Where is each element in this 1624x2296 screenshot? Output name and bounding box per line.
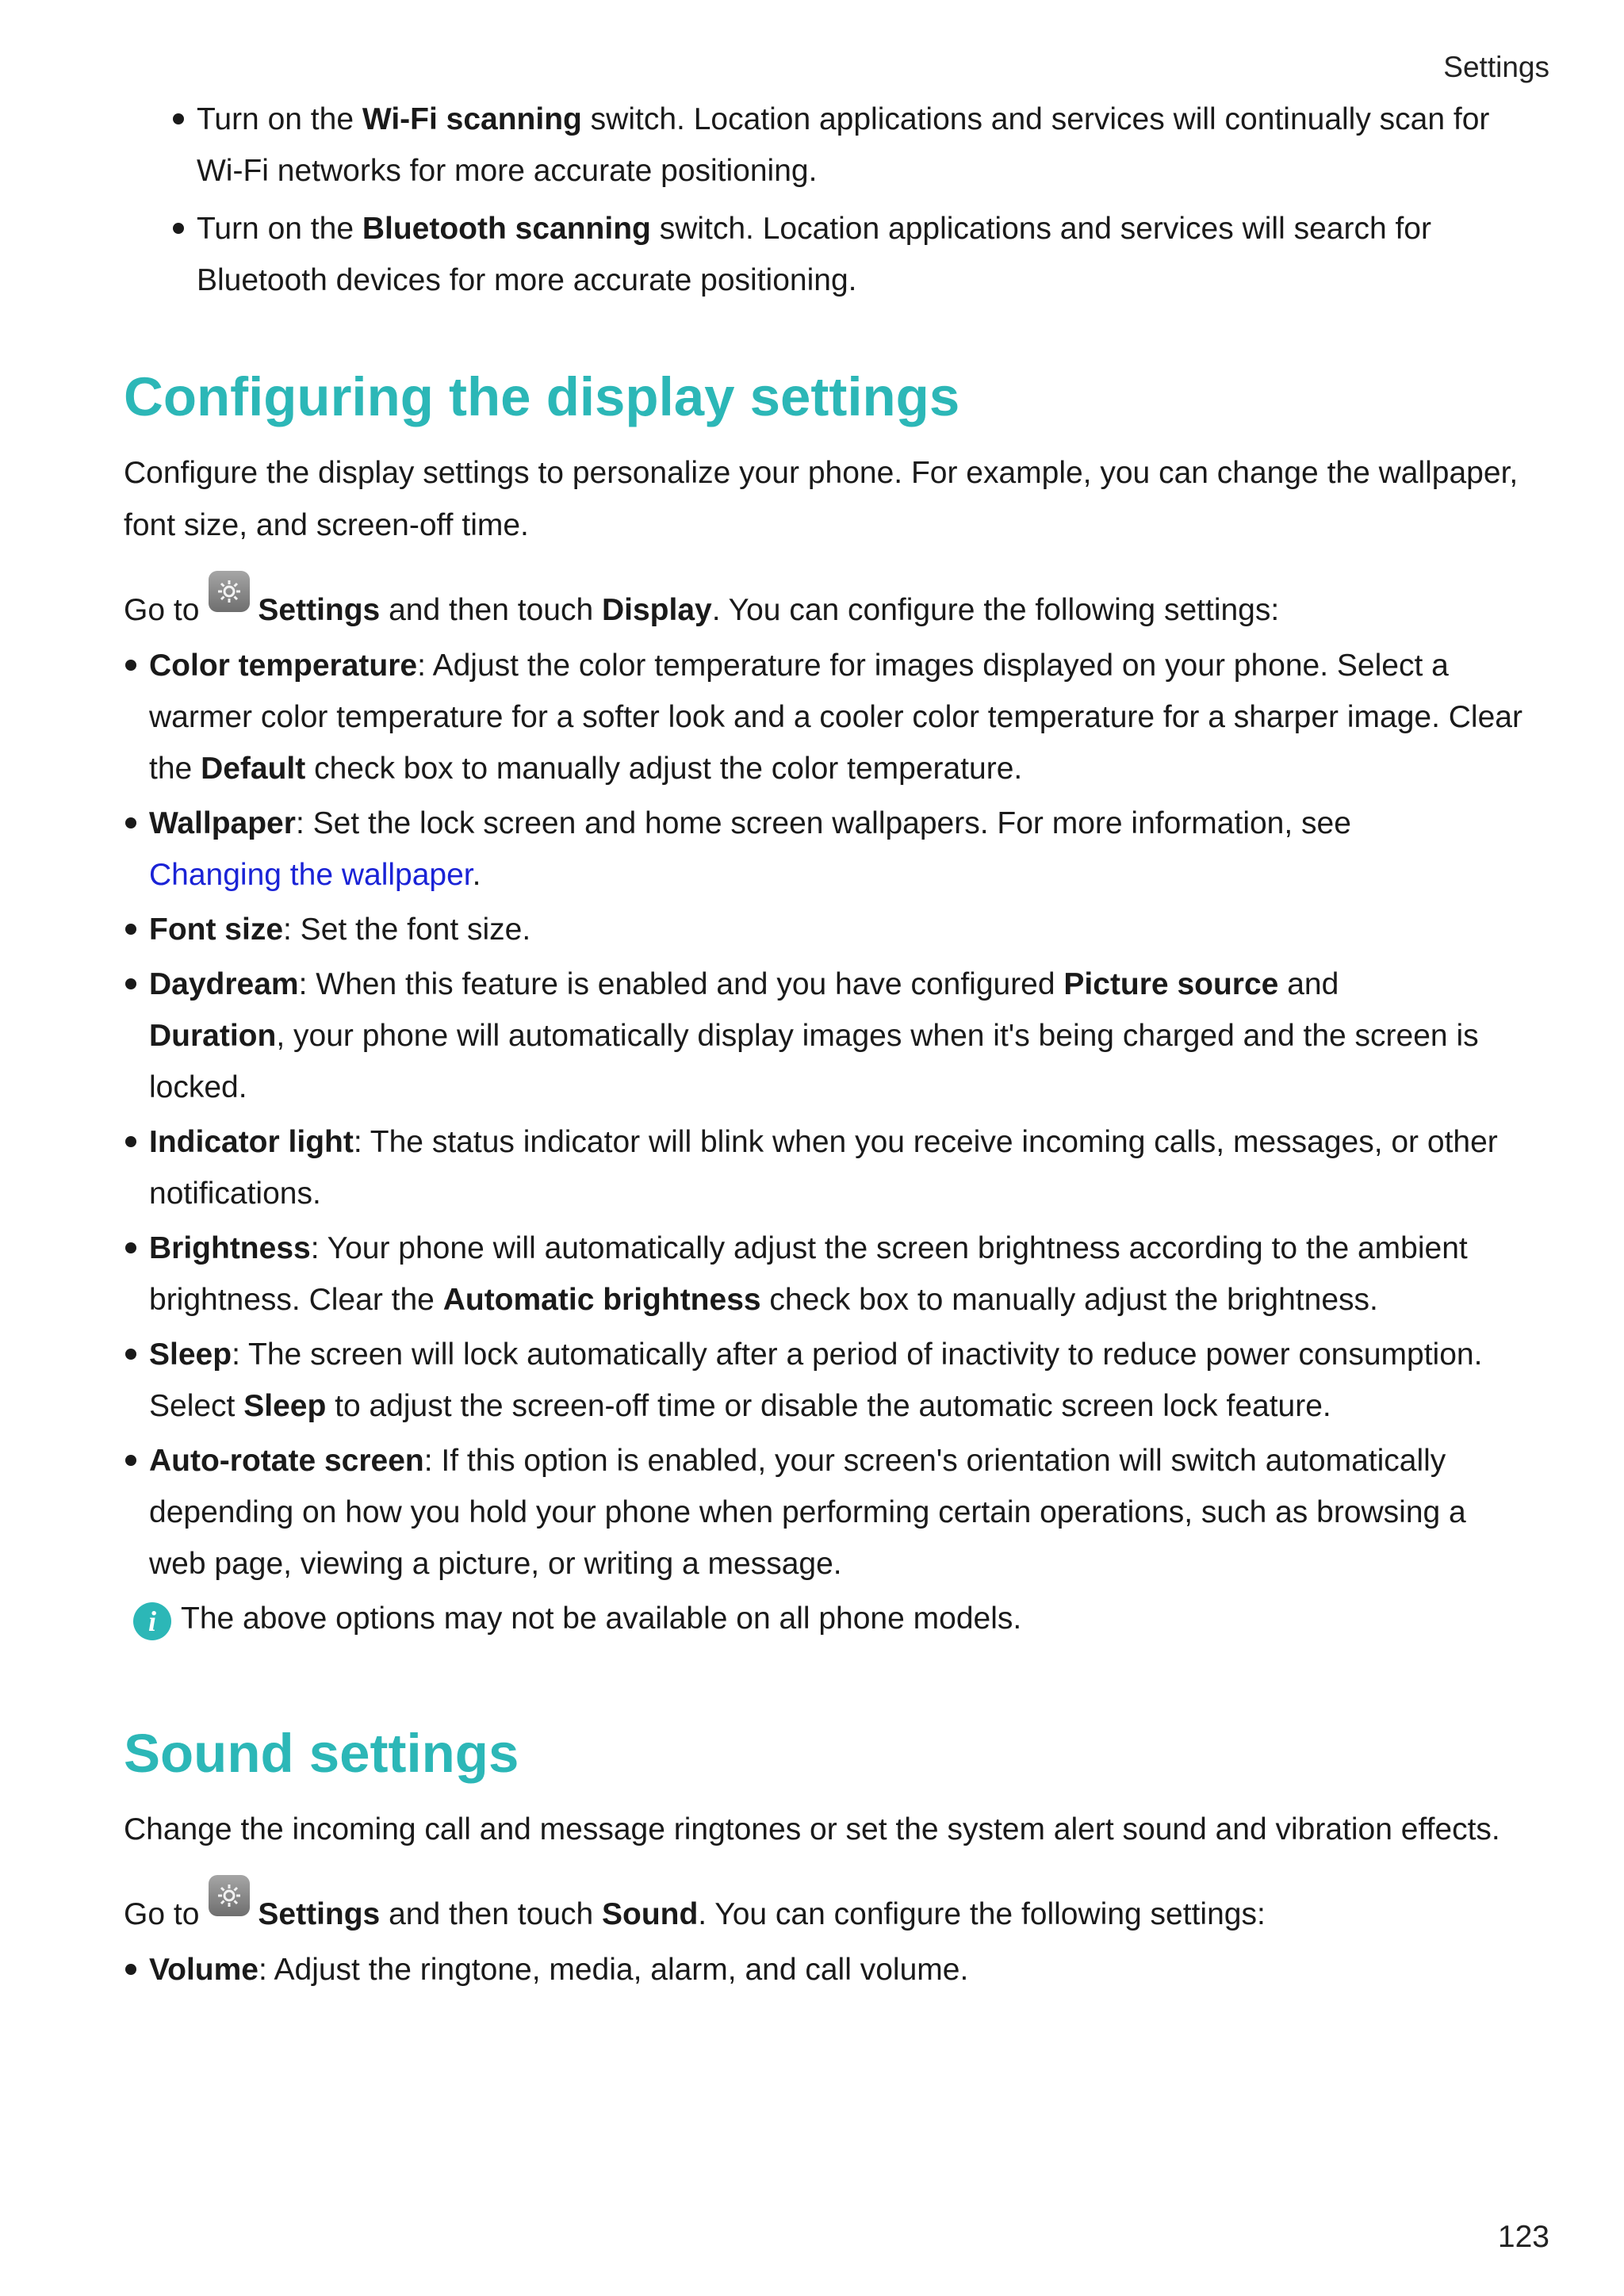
term: Daydream: [149, 967, 299, 1001]
bullet-icon: [125, 978, 136, 989]
info-icon: i: [133, 1602, 171, 1640]
list-item: Auto-rotate screen: If this option is enabled, your screen's orientation will switch automatically depending on how you hold your phone when performing certain operations, such as browsing a web page, viewing a picture, or writing a message.: [124, 1435, 1527, 1590]
term: Font size: [149, 913, 284, 947]
section-heading-display: Configuring the display settings: [124, 366, 960, 427]
list-item: Font size: Set the font size.: [124, 904, 1527, 955]
term: Color temperature: [149, 649, 418, 683]
term: Brightness: [149, 1231, 311, 1265]
list-item: Sleep: The screen will lock automatically after a period of inactivity to reduce power consumption. Select Sleep to adjust the screen-off time or disable the automatic screen lock feature.: [124, 1329, 1527, 1432]
section-intro: Change the incoming call and message ringtones or set the system alert sound and vibration effects.: [124, 1812, 1500, 1846]
list-item: Turn on the Bluetooth scanning switch. Location applications and services will search for Bluetooth devices for more accurate positioning.: [171, 203, 1527, 306]
go-to-instruction: Go to Settings and then touch Sound. You can configure the following settings:: [124, 1886, 1527, 1941]
bullet-icon: [125, 1242, 136, 1253]
list-item: Volume: Adjust the ringtone, media, alarm, and call volume.: [124, 1944, 1527, 1996]
term: Bluetooth scanning: [362, 212, 651, 246]
page-number: 123: [1497, 2220, 1549, 2254]
term: Indicator light: [149, 1125, 354, 1159]
section-intro: Configure the display settings to personalize your phone. For example, you can change the wallpaper, font size, and screen-off time.: [124, 456, 1519, 542]
list-item: Indicator light: The status indicator will blink when you receive incoming calls, messages, or other notifications.: [124, 1116, 1527, 1219]
term: Sleep: [149, 1337, 232, 1372]
list-item: Color temperature: Adjust the color temperature for images displayed on your phone. Select a warmer color temperature for a softer look and a cooler color temperature for a sharper image. Clear the Default check box to manually adjust the color temperature.: [124, 640, 1527, 794]
bullet-icon: [125, 817, 136, 828]
bullet-icon: [125, 1349, 136, 1360]
settings-gear-icon: [209, 1875, 250, 1916]
bullet-icon: [125, 1455, 136, 1466]
term: Volume: [149, 1953, 259, 1987]
bullet-icon: [125, 1136, 136, 1147]
bullet-icon: [125, 1964, 136, 1975]
changing-wallpaper-link[interactable]: Changing the wallpaper: [149, 858, 473, 892]
bullet-icon: [173, 113, 184, 124]
bullet-icon: [125, 924, 136, 935]
list-item: Daydream: When this feature is enabled and you have configured Picture source and Duration, your phone will automatically display images when it's being charged and the screen is locked.: [124, 959, 1527, 1113]
list-item: Turn on the Wi-Fi scanning switch. Location applications and services will continually scan for Wi-Fi networks for more accurate positioning.: [171, 94, 1527, 197]
bullet-icon: [173, 223, 184, 234]
settings-gear-icon: [209, 571, 250, 612]
term: Auto-rotate screen: [149, 1444, 424, 1478]
page-content: [124, 94, 1527, 1999]
list-item: Brightness: Your phone will automatically adjust the screen brightness according to the ambient brightness. Clear the Automatic brightness check box to manually adjust the brightness.: [124, 1223, 1527, 1326]
intro-bullet-list: [171, 94, 1527, 306]
sound-settings-list: [124, 1944, 1527, 1996]
go-to-instruction: Go to Settings and then touch Display. You can configure the following settings:: [124, 582, 1527, 637]
note-text: The above options may not be available on all phone models.: [181, 1601, 1022, 1636]
term: Wi-Fi scanning: [362, 102, 582, 136]
note: [124, 1593, 1527, 1645]
section-heading-sound: Sound settings: [124, 1723, 519, 1784]
bullet-icon: [125, 660, 136, 671]
list-item: Wallpaper: Set the lock screen and home screen wallpapers. For more information, see Changing the wallpaper.: [124, 798, 1527, 901]
display-settings-list: [124, 640, 1527, 1590]
running-header: Settings: [1443, 51, 1549, 83]
term: Wallpaper: [149, 806, 296, 840]
